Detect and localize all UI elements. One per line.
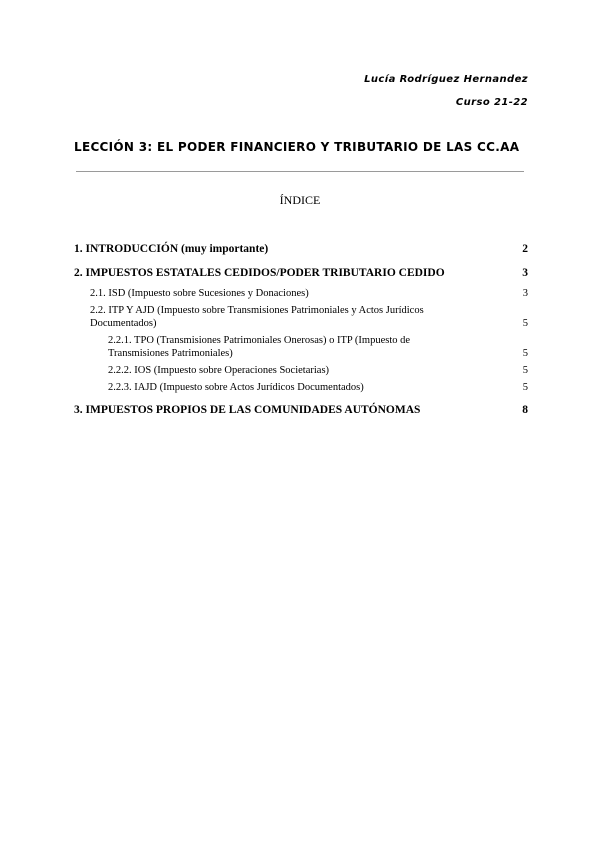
toc-entry-isd[interactable] [90, 287, 528, 300]
toc-entry-itp-ajd[interactable] [90, 304, 528, 330]
toc-entry-impuestos-propios[interactable] [74, 404, 528, 416]
toc-entry-page: 3 [522, 267, 528, 279]
toc-entry-page: 5 [522, 382, 528, 393]
toc-entry-ios[interactable] [108, 364, 528, 377]
toc-entry-page: 3 [522, 288, 528, 299]
toc-entry-label: 1. INTRODUCCIÓN (muy importante) [74, 243, 269, 255]
toc-entry-tpo[interactable] [108, 334, 528, 360]
toc-entry-page: 5 [522, 365, 528, 376]
toc-entry-label: 2.1. ISD (Impuesto sobre Sucesiones y Donaciones) [90, 288, 309, 299]
toc-entry-iajd[interactable] [108, 381, 528, 394]
toc-entry-impuestos-cedidos[interactable] [74, 267, 528, 279]
toc-entry-page: 5 [522, 348, 528, 359]
index-heading: ÍNDICE [279, 193, 321, 207]
toc-entry-label: 2. IMPUESTOS ESTATALES CEDIDOS/PODER TRIBUTARIO CEDIDO [74, 267, 445, 279]
title-divider [76, 171, 524, 172]
toc-entry-label: 2.2.3. IAJD (Impuesto sobre Actos Jurídicos Documentados) [108, 382, 364, 393]
toc-entry-label: 2.2. ITP Y AJD (Impuesto sobre Transmisiones Patrimoniales y Actos Jurídicos Documentados) [90, 305, 424, 329]
toc-entry-introduccion[interactable] [74, 243, 528, 255]
toc-entry-label: 2.2.2. IOS (Impuesto sobre Operaciones Societarias) [108, 365, 330, 376]
toc-entry-label: 3. IMPUESTOS PROPIOS DE LAS COMUNIDADES AUTÓNOMAS [74, 404, 421, 416]
author-name: Lucía Rodríguez Hernandez [364, 74, 528, 85]
toc-entry-page: 5 [522, 318, 528, 329]
toc-entry-page: 2 [522, 243, 528, 255]
toc-entry-label: 2.2.1. TPO (Transmisiones Patrimoniales Onerosas) o ITP (Impuesto de Transmisiones Patrimoniales) [108, 335, 411, 359]
course-label: Curso 21-22 [455, 97, 528, 108]
document-title: LECCIÓN 3: EL PODER FINANCIERO Y TRIBUTARIO DE LAS CC.AA [74, 140, 520, 154]
toc-entry-page: 8 [522, 404, 528, 416]
